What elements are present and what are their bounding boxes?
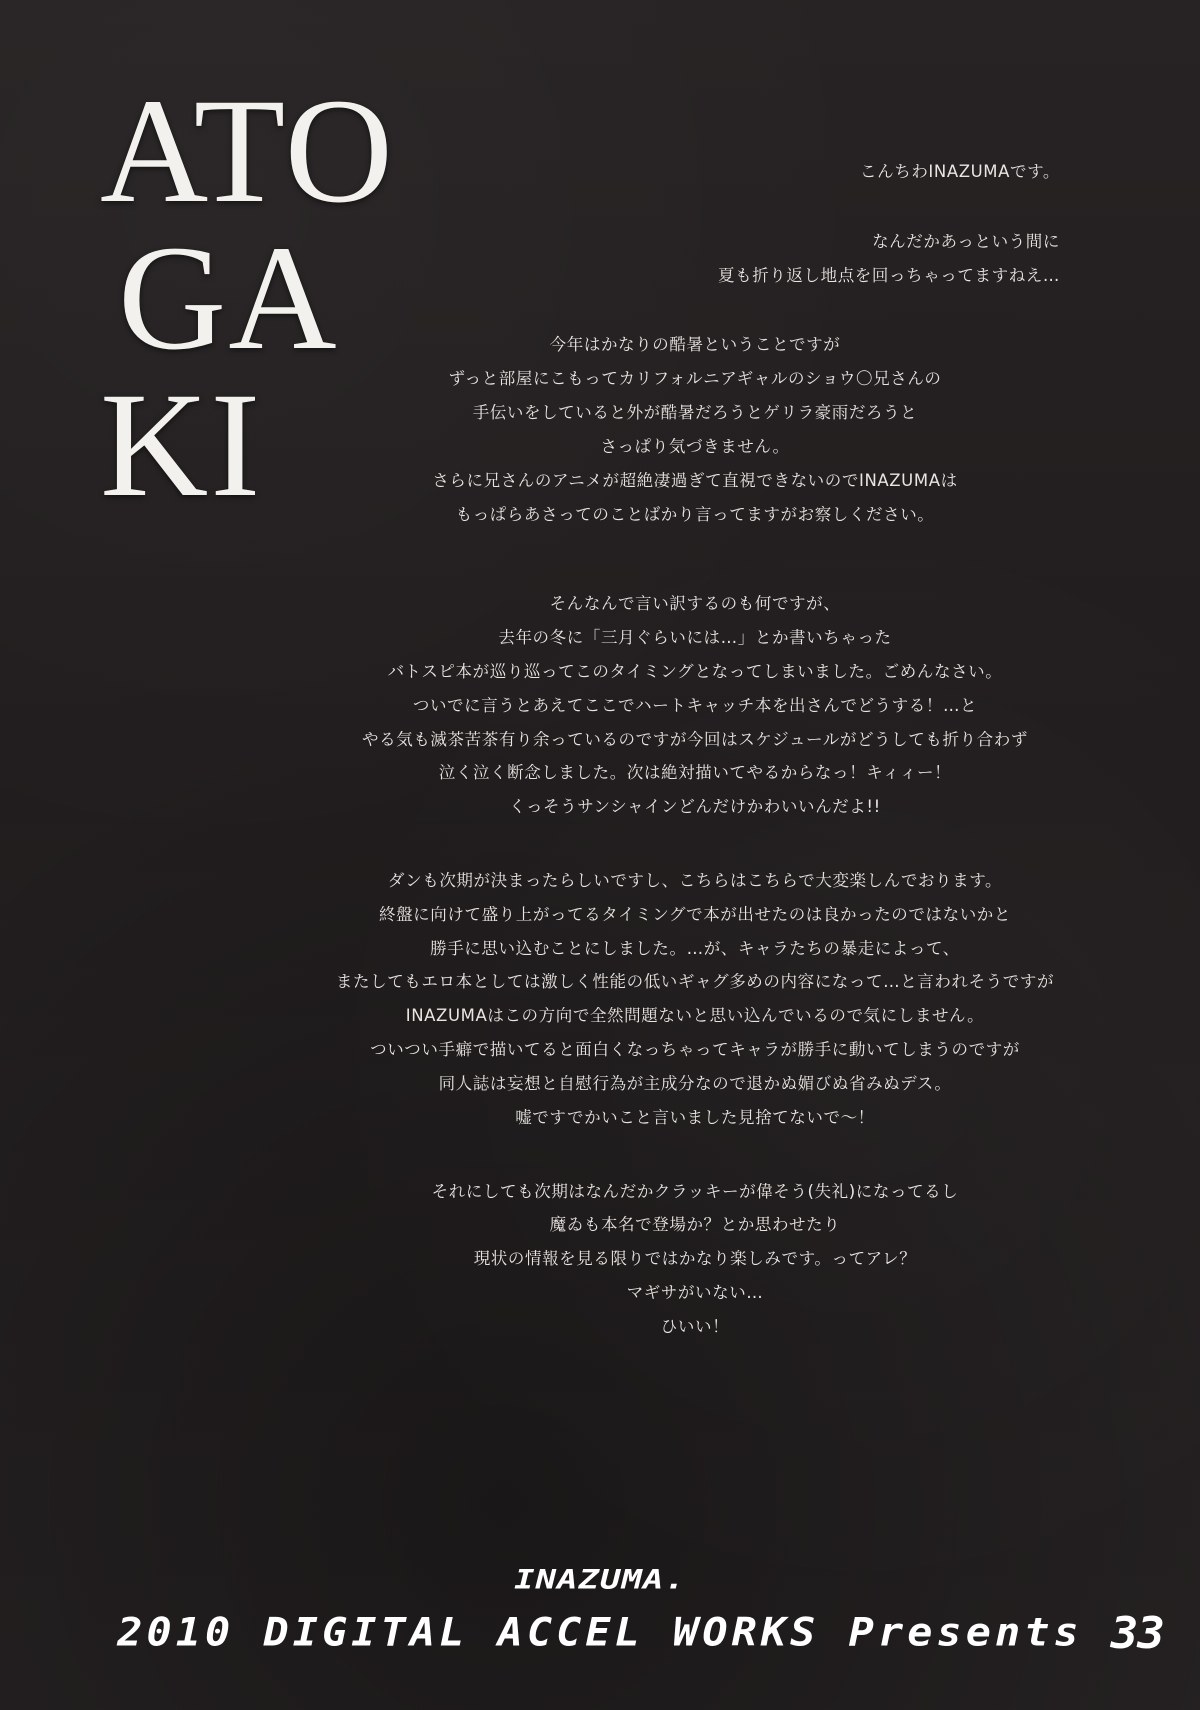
- text-line: ずっと部屋にこもってカリフォルニアギャルのショウ〇兄さんの: [448, 369, 942, 389]
- text-line: バトスピ本が巡り巡ってこのタイミングとなってしまいました。ごめんなさい。: [387, 661, 1003, 681]
- text-line: 勝手に思い込むことにしました。…が、キャラたちの暴走によって、: [430, 938, 960, 958]
- text-line: 同人誌は妄想と自慰行為が主成分なので退かぬ媚びぬ省みぬデス。: [438, 1073, 952, 1093]
- text-line: さっぱり気づきません。: [600, 436, 790, 456]
- title-line-3: KI: [100, 362, 263, 528]
- text-line: 手伝いをしていると外が酷暑だろうとゲリラ豪雨だろうと: [472, 403, 918, 423]
- page-number: 33: [1110, 1607, 1164, 1659]
- text-line: なんだかあっという間に: [872, 231, 1060, 251]
- paragraph-f: [330, 1175, 1060, 1344]
- text-line: やる気も滅茶苦茶有り余っているのですが今回はスケジュールがどうしても折り合わず: [362, 729, 1028, 749]
- text-line: 現状の情報を見る限りではかなり楽しみです。ってアレ？: [473, 1249, 917, 1269]
- text-line: そんなんで言い訳するのも何ですが、: [549, 594, 841, 614]
- text-line: ついでに言うとあえてここでハートキャッチ本を出さんでどうする！…と: [412, 695, 978, 715]
- paragraph-c: [330, 328, 1060, 531]
- text-line: くっそうサンシャインどんだけかわいいんだよ!!: [509, 797, 881, 817]
- text-line: またしてもエロ本としては激しく性能の低いギャグ多めの内容になって…と言われそうですが: [335, 972, 1055, 992]
- paragraph-b: [330, 225, 1060, 293]
- paragraph-d: [330, 587, 1060, 824]
- text-line: 魔ゐも本名で登場か？とか思わせたり: [549, 1215, 841, 1235]
- circle-logo: INAZUMA.: [514, 1564, 686, 1596]
- text-line: 去年の冬に「三月ぐらいには…」とか書いちゃった: [498, 628, 892, 648]
- title-line-2: GA: [118, 215, 339, 381]
- paragraph-greeting: [330, 155, 1060, 189]
- text-line: マギサがいない…: [626, 1282, 764, 1302]
- text-line: こんちわINAZUMAです。: [860, 162, 1060, 181]
- text-line: 夏も折り返し地点を回っちゃってますねえ…: [718, 265, 1060, 285]
- presents-credit: 2010 DIGITAL ACCEL WORKS Presents: [117, 1609, 1083, 1655]
- text-line: もっぱらあさってのことばかり言ってますがお察しください。: [455, 504, 935, 524]
- text-line: さらに兄さんのアニメが超絶凄過ぎて直視できないのでINAZUMAは: [432, 470, 958, 490]
- text-line: ダンも次期が決まったらしいですし、こちらはこちらで大変楽しんでおります。: [387, 871, 1003, 890]
- paragraph-e: [330, 864, 1060, 1135]
- text-line: ついつい手癖で描いてると面白くなっちゃってキャラが勝手に動いてしまうのですが: [370, 1040, 1020, 1060]
- text-line: 今年はかなりの酷暑ということですが: [549, 335, 841, 355]
- afterword-text: [330, 155, 1060, 1374]
- text-line: それにしても次期はなんだかクラッキーが偉そう(失礼)になってるし: [431, 1181, 959, 1201]
- text-line: 嘘ですでかいこと言いました見捨てないで～！: [515, 1107, 875, 1127]
- text-line: INAZUMAはこの方向で全然問題ないと思い込んでいるので気にしません。: [405, 1006, 985, 1026]
- text-line: ひいい！: [660, 1316, 730, 1336]
- title-line-1: ATO: [100, 68, 395, 234]
- text-line: 泣く泣く断念しました。次は絶対描いてやるからなっ！キィィー！: [438, 763, 952, 783]
- text-line: 終盤に向けて盛り上がってるタイミングで本が出せたのは良かったのではないかと: [378, 904, 1012, 924]
